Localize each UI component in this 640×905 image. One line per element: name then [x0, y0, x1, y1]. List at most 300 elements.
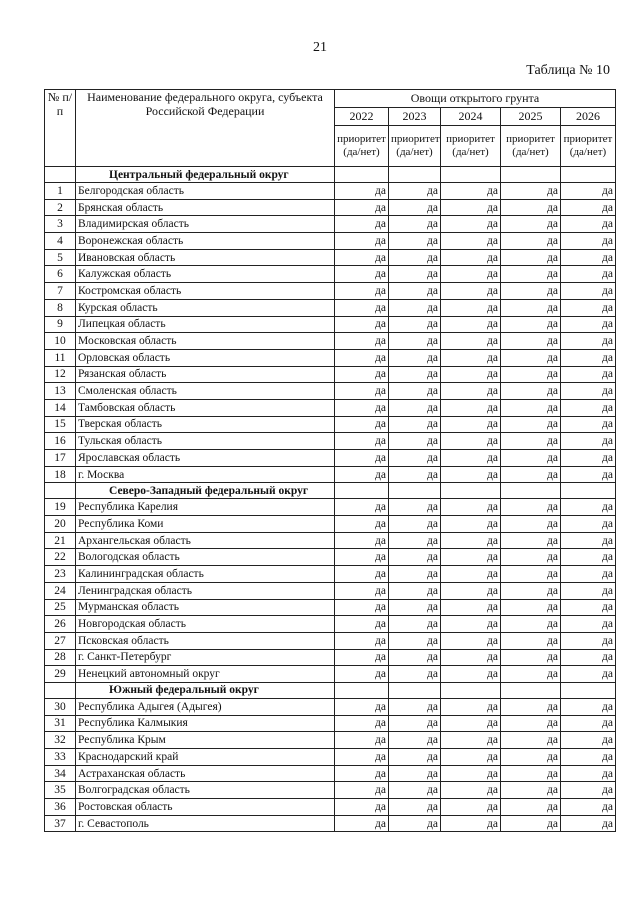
- row-number: 22: [45, 549, 76, 566]
- priority-value: да: [441, 799, 501, 816]
- row-number: 16: [45, 433, 76, 450]
- table-row: [45, 765, 616, 782]
- priority-value: да: [389, 199, 441, 216]
- priority-value: да: [561, 749, 616, 766]
- priority-value: да: [389, 732, 441, 749]
- priority-value: да: [389, 715, 441, 732]
- table-row: [45, 799, 616, 816]
- district-empty-cell: [441, 167, 501, 183]
- district-name: Северо-Западный федеральный округ: [76, 483, 335, 499]
- table-row: [45, 649, 616, 666]
- row-number: 14: [45, 399, 76, 416]
- priority-value: да: [501, 698, 561, 715]
- priority-value: да: [561, 333, 616, 350]
- priority-value: да: [389, 450, 441, 467]
- region-name: Владимирская область: [76, 216, 335, 233]
- district-empty-cell: [561, 483, 616, 499]
- table-row: [45, 616, 616, 633]
- priority-value: да: [389, 815, 441, 832]
- region-name: Курская область: [76, 299, 335, 316]
- priority-value: да: [561, 666, 616, 683]
- priority-value: да: [335, 416, 389, 433]
- region-name: Смоленская область: [76, 383, 335, 400]
- table-row: [45, 416, 616, 433]
- priority-value: да: [441, 499, 501, 516]
- priority-value: да: [561, 698, 616, 715]
- table-row: [45, 632, 616, 649]
- priority-value: да: [561, 466, 616, 483]
- priority-value: да: [501, 366, 561, 383]
- row-number: 27: [45, 632, 76, 649]
- priority-value: да: [441, 249, 501, 266]
- priority-value: да: [501, 715, 561, 732]
- priority-value: да: [335, 216, 389, 233]
- priority-value: да: [561, 233, 616, 250]
- priority-value: да: [441, 266, 501, 283]
- priority-value: да: [441, 216, 501, 233]
- region-name: г. Санкт-Петербург: [76, 649, 335, 666]
- priority-value: да: [335, 715, 389, 732]
- district-empty-cell: [441, 483, 501, 499]
- row-number: 15: [45, 416, 76, 433]
- table-row: [45, 516, 616, 533]
- priority-value: да: [441, 666, 501, 683]
- priority-value: да: [335, 698, 389, 715]
- priority-value: да: [501, 233, 561, 250]
- priority-value: да: [335, 466, 389, 483]
- year-header: 2026: [561, 108, 616, 126]
- row-number: 26: [45, 616, 76, 633]
- priority-value: да: [389, 316, 441, 333]
- priority-value: да: [335, 249, 389, 266]
- priority-value: да: [441, 715, 501, 732]
- region-name: Брянская область: [76, 199, 335, 216]
- row-number: 4: [45, 233, 76, 250]
- region-name: Ярославская область: [76, 450, 335, 467]
- priority-value: да: [335, 765, 389, 782]
- priority-value: да: [441, 283, 501, 300]
- priority-value: да: [335, 599, 389, 616]
- district-num-cell: [45, 167, 76, 183]
- priority-value: да: [441, 649, 501, 666]
- priority-value: да: [501, 549, 561, 566]
- priority-value: да: [441, 399, 501, 416]
- priority-value: да: [335, 199, 389, 216]
- region-name: Рязанская область: [76, 366, 335, 383]
- year-header: 2023: [389, 108, 441, 126]
- region-name: Республика Карелия: [76, 499, 335, 516]
- priority-value: да: [501, 649, 561, 666]
- district-row: [45, 483, 616, 499]
- priority-value: да: [335, 749, 389, 766]
- priority-value: да: [335, 333, 389, 350]
- priority-value: да: [335, 316, 389, 333]
- priority-value: да: [335, 649, 389, 666]
- priority-value: да: [561, 732, 616, 749]
- priority-value: да: [501, 466, 561, 483]
- region-name: Ивановская область: [76, 249, 335, 266]
- region-name: Республика Крым: [76, 732, 335, 749]
- priority-value: да: [501, 450, 561, 467]
- row-number: 3: [45, 216, 76, 233]
- priority-value: да: [501, 199, 561, 216]
- priority-value: да: [501, 749, 561, 766]
- column-header-number: № п/п: [45, 90, 76, 167]
- district-row: [45, 167, 616, 183]
- priority-value: да: [561, 299, 616, 316]
- priority-value: да: [389, 499, 441, 516]
- column-header-name: Наименование федерального округа, субъекта Российской Федерации: [76, 90, 335, 167]
- priority-value: да: [335, 582, 389, 599]
- priority-value: да: [389, 233, 441, 250]
- priority-value: да: [389, 566, 441, 583]
- priority-value: да: [561, 815, 616, 832]
- row-number: 24: [45, 582, 76, 599]
- region-name: Ленинградская область: [76, 582, 335, 599]
- region-name: Ростовская область: [76, 799, 335, 816]
- priority-value: да: [561, 433, 616, 450]
- priority-value: да: [441, 199, 501, 216]
- table-row: [45, 532, 616, 549]
- priority-value: да: [441, 765, 501, 782]
- priority-value: да: [441, 366, 501, 383]
- region-name: Липецкая область: [76, 316, 335, 333]
- table-row: [45, 199, 616, 216]
- priority-value: да: [335, 450, 389, 467]
- priority-value: да: [561, 799, 616, 816]
- priority-value: да: [501, 349, 561, 366]
- priority-value: да: [501, 732, 561, 749]
- priority-value: да: [561, 532, 616, 549]
- table-row: [45, 299, 616, 316]
- table-row: [45, 433, 616, 450]
- table-row: [45, 782, 616, 799]
- priority-value: да: [501, 632, 561, 649]
- priority-value: да: [335, 666, 389, 683]
- district-empty-cell: [501, 682, 561, 698]
- district-empty-cell: [441, 682, 501, 698]
- table-row: [45, 566, 616, 583]
- priority-value: да: [561, 649, 616, 666]
- priority-value: да: [501, 399, 561, 416]
- priority-value: да: [441, 599, 501, 616]
- priority-value: да: [441, 516, 501, 533]
- table-row: [45, 283, 616, 300]
- table-row: [45, 599, 616, 616]
- region-name: Тверская область: [76, 416, 335, 433]
- table-row: [45, 666, 616, 683]
- row-number: 10: [45, 333, 76, 350]
- table-row: [45, 266, 616, 283]
- priority-value: да: [441, 815, 501, 832]
- priority-value: да: [389, 333, 441, 350]
- priority-value: да: [441, 549, 501, 566]
- priority-value: да: [441, 749, 501, 766]
- row-number: 34: [45, 765, 76, 782]
- row-number: 18: [45, 466, 76, 483]
- district-empty-cell: [389, 682, 441, 698]
- row-number: 2: [45, 199, 76, 216]
- year-header: 2022: [335, 108, 389, 126]
- priority-value: да: [501, 283, 561, 300]
- priority-value: да: [335, 366, 389, 383]
- region-name: Мурманская область: [76, 599, 335, 616]
- region-name: Архангельская область: [76, 532, 335, 549]
- priority-value: да: [561, 715, 616, 732]
- row-number: 11: [45, 349, 76, 366]
- region-name: Тамбовская область: [76, 399, 335, 416]
- row-number: 31: [45, 715, 76, 732]
- priority-value: да: [561, 249, 616, 266]
- priority-value: да: [389, 433, 441, 450]
- priority-value: да: [335, 233, 389, 250]
- regions-table: [44, 89, 616, 832]
- district-num-cell: [45, 682, 76, 698]
- priority-value: да: [561, 582, 616, 599]
- priority-value: да: [441, 632, 501, 649]
- page-number: 21: [313, 40, 327, 55]
- priority-value: да: [389, 366, 441, 383]
- priority-value: да: [441, 316, 501, 333]
- table-caption: Таблица № 10: [526, 63, 610, 78]
- priority-value: да: [561, 216, 616, 233]
- priority-value: да: [561, 632, 616, 649]
- region-name: Краснодарский край: [76, 749, 335, 766]
- priority-value: да: [389, 599, 441, 616]
- district-empty-cell: [389, 167, 441, 183]
- region-name: Московская область: [76, 333, 335, 350]
- priority-value: да: [335, 283, 389, 300]
- region-name: Новгородская область: [76, 616, 335, 633]
- priority-value: да: [561, 416, 616, 433]
- priority-value: да: [501, 433, 561, 450]
- year-header: 2025: [501, 108, 561, 126]
- priority-value: да: [561, 616, 616, 633]
- priority-value: да: [335, 549, 389, 566]
- row-number: 37: [45, 815, 76, 832]
- priority-value: да: [335, 632, 389, 649]
- row-number: 20: [45, 516, 76, 533]
- priority-value: да: [501, 383, 561, 400]
- priority-value: да: [501, 616, 561, 633]
- priority-value: да: [441, 582, 501, 599]
- row-number: 17: [45, 450, 76, 467]
- priority-value: да: [561, 283, 616, 300]
- priority-value: да: [441, 732, 501, 749]
- priority-value: да: [389, 649, 441, 666]
- priority-value: да: [561, 266, 616, 283]
- priority-value: да: [441, 532, 501, 549]
- table-row: [45, 698, 616, 715]
- priority-value: да: [561, 599, 616, 616]
- priority-value: да: [335, 433, 389, 450]
- priority-value: да: [501, 416, 561, 433]
- district-empty-cell: [335, 167, 389, 183]
- priority-value: да: [501, 249, 561, 266]
- priority-value: да: [561, 199, 616, 216]
- priority-value: да: [335, 532, 389, 549]
- table-row: [45, 749, 616, 766]
- region-name: Ненецкий автономный округ: [76, 666, 335, 683]
- row-number: 25: [45, 599, 76, 616]
- priority-value: да: [441, 233, 501, 250]
- priority-value: да: [389, 266, 441, 283]
- priority-value: да: [389, 549, 441, 566]
- priority-value: да: [389, 532, 441, 549]
- priority-value: да: [335, 299, 389, 316]
- table-row: [45, 466, 616, 483]
- priority-value: да: [501, 299, 561, 316]
- priority-subheader: приоритет (да/нет): [335, 126, 389, 167]
- row-number: 36: [45, 799, 76, 816]
- table-row: [45, 366, 616, 383]
- priority-value: да: [389, 349, 441, 366]
- row-number: 28: [45, 649, 76, 666]
- priority-value: да: [389, 782, 441, 799]
- priority-value: да: [501, 765, 561, 782]
- row-number: 32: [45, 732, 76, 749]
- priority-value: да: [561, 566, 616, 583]
- region-name: г. Москва: [76, 466, 335, 483]
- table-row: [45, 333, 616, 350]
- priority-value: да: [501, 666, 561, 683]
- district-row: [45, 682, 616, 698]
- priority-value: да: [335, 815, 389, 832]
- district-empty-cell: [561, 682, 616, 698]
- table-row: [45, 349, 616, 366]
- priority-value: да: [501, 582, 561, 599]
- priority-value: да: [441, 299, 501, 316]
- row-number: 6: [45, 266, 76, 283]
- priority-value: да: [389, 666, 441, 683]
- region-name: Костромская область: [76, 283, 335, 300]
- district-empty-cell: [501, 167, 561, 183]
- table-row: [45, 183, 616, 200]
- region-name: Республика Коми: [76, 516, 335, 533]
- table-row: [45, 316, 616, 333]
- priority-value: да: [501, 599, 561, 616]
- priority-subheader: приоритет (да/нет): [501, 126, 561, 167]
- priority-value: да: [389, 698, 441, 715]
- district-empty-cell: [561, 167, 616, 183]
- table-row: [45, 383, 616, 400]
- priority-value: да: [389, 383, 441, 400]
- region-name: Волгоградская область: [76, 782, 335, 799]
- row-number: 29: [45, 666, 76, 683]
- priority-value: да: [501, 799, 561, 816]
- priority-value: да: [441, 616, 501, 633]
- region-name: Белгородская область: [76, 183, 335, 200]
- region-name: Республика Калмыкия: [76, 715, 335, 732]
- priority-subheader: приоритет (да/нет): [389, 126, 441, 167]
- priority-subheader: приоритет (да/нет): [441, 126, 501, 167]
- priority-value: да: [561, 549, 616, 566]
- district-empty-cell: [335, 682, 389, 698]
- priority-value: да: [501, 266, 561, 283]
- table-row: [45, 582, 616, 599]
- priority-value: да: [389, 399, 441, 416]
- row-number: 7: [45, 283, 76, 300]
- priority-value: да: [561, 765, 616, 782]
- table-row: [45, 399, 616, 416]
- table-row: [45, 216, 616, 233]
- priority-subheader: приоритет (да/нет): [561, 126, 616, 167]
- priority-value: да: [501, 566, 561, 583]
- row-number: 21: [45, 532, 76, 549]
- priority-value: да: [335, 732, 389, 749]
- priority-value: да: [441, 183, 501, 200]
- table-row: [45, 233, 616, 250]
- region-name: Тульская область: [76, 433, 335, 450]
- priority-value: да: [561, 183, 616, 200]
- table-row: [45, 499, 616, 516]
- priority-value: да: [561, 450, 616, 467]
- district-empty-cell: [501, 483, 561, 499]
- priority-value: да: [335, 266, 389, 283]
- priority-value: да: [389, 216, 441, 233]
- row-number: 23: [45, 566, 76, 583]
- priority-value: да: [441, 416, 501, 433]
- table-row: [45, 732, 616, 749]
- priority-value: да: [389, 632, 441, 649]
- priority-value: да: [501, 333, 561, 350]
- row-number: 35: [45, 782, 76, 799]
- row-number: 8: [45, 299, 76, 316]
- priority-value: да: [501, 815, 561, 832]
- column-group-header: Овощи открытого грунта: [335, 90, 616, 108]
- year-header: 2024: [441, 108, 501, 126]
- priority-value: да: [389, 616, 441, 633]
- priority-value: да: [441, 782, 501, 799]
- region-name: Псковская область: [76, 632, 335, 649]
- row-number: 30: [45, 698, 76, 715]
- region-name: Калужская область: [76, 266, 335, 283]
- table-row: [45, 549, 616, 566]
- district-name: Центральный федеральный округ: [76, 167, 335, 183]
- priority-value: да: [561, 782, 616, 799]
- region-name: Воронежская область: [76, 233, 335, 250]
- priority-value: да: [561, 366, 616, 383]
- row-number: 5: [45, 249, 76, 266]
- priority-value: да: [389, 749, 441, 766]
- priority-value: да: [389, 799, 441, 816]
- priority-value: да: [335, 399, 389, 416]
- row-number: 9: [45, 316, 76, 333]
- priority-value: да: [389, 516, 441, 533]
- priority-value: да: [501, 516, 561, 533]
- priority-value: да: [561, 399, 616, 416]
- table-row: [45, 450, 616, 467]
- priority-value: да: [335, 616, 389, 633]
- district-num-cell: [45, 483, 76, 499]
- priority-value: да: [389, 765, 441, 782]
- row-number: 12: [45, 366, 76, 383]
- priority-value: да: [501, 499, 561, 516]
- priority-value: да: [441, 333, 501, 350]
- region-name: г. Севастополь: [76, 815, 335, 832]
- row-number: 19: [45, 499, 76, 516]
- region-name: Астраханская область: [76, 765, 335, 782]
- priority-value: да: [561, 499, 616, 516]
- region-name: Калининградская область: [76, 566, 335, 583]
- region-name: Орловская область: [76, 349, 335, 366]
- district-name: Южный федеральный округ: [76, 682, 335, 698]
- priority-value: да: [335, 349, 389, 366]
- row-number: 33: [45, 749, 76, 766]
- priority-value: да: [389, 582, 441, 599]
- priority-value: да: [561, 516, 616, 533]
- district-empty-cell: [389, 483, 441, 499]
